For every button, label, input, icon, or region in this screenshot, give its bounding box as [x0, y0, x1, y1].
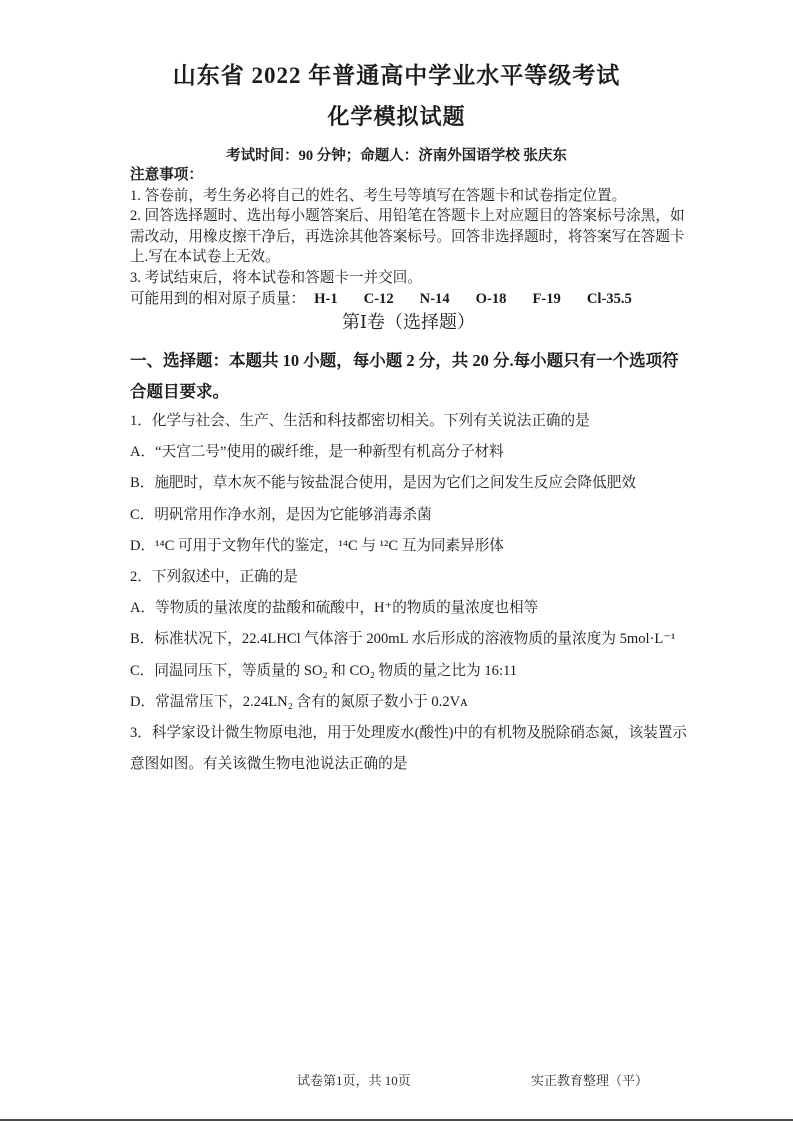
- question-1-option-a: A．“天宫二号”使用的碳纤维，是一种新型有机高分子材料: [130, 444, 504, 461]
- atomic-mass-value: C-12: [363, 290, 394, 307]
- part-title: 第Ⅰ卷（选择题）: [341, 312, 476, 332]
- question-2-stem: 2．下列叙述中，正确的是: [130, 569, 298, 586]
- question-3-stem-line-1: 3．科学家设计微生物原电池，用于处理废水(酸性)中的有机物及脱除硝态氮，该装置示: [130, 725, 687, 742]
- page-bottom-rule: [0, 1119, 793, 1121]
- notice-section: [130, 165, 692, 309]
- section-instruction-line-2: 合题目要求。: [130, 382, 229, 401]
- atomic-mass-value: O-18: [475, 290, 507, 307]
- notice-line-3: 需改动，用橡皮擦干净后，再选涂其他答案标号。回答非选择题时，将答案写在答题卡: [130, 228, 685, 245]
- atomic-mass-value: F-19: [532, 290, 561, 307]
- question-1-option-d: D．¹⁴C 可用于文物年代的鉴定，¹⁴C 与 ¹²C 互为同素异形体: [130, 537, 504, 554]
- question-2-option-b: B．标准状况下，22.4LHCl 气体溶于 200mL 水后形成的溶液物质的量浓度为 5mol·L⁻¹: [130, 631, 676, 648]
- atomic-mass-label: 可能用到的相对原子质量：: [130, 290, 306, 307]
- question-2-option-d: D．常温常压下，2.24LN₂ 含有的氮原子数小于 0.2Vᴀ: [130, 693, 468, 710]
- exam-meta: 考试时间：90 分钟；命题人：济南外国语学校 张庆东: [226, 148, 567, 164]
- question-1-option-b: B．施肥时，草木灰不能与铵盐混合使用，是因为它们之间发生反应会降低肥效: [130, 475, 636, 492]
- footer-source: 实正教育整理（平）: [531, 1073, 649, 1088]
- notice-line-2: 2. 回答选择题时、选出每小题答案后、用铅笔在答题卡上对应题目的答案标号涂黑，如: [130, 208, 685, 225]
- exam-title: 山东省 2022 年普通高中学业水平等级考试: [172, 63, 621, 88]
- section-instruction: [130, 345, 692, 407]
- question-2-option-a: A．等物质的量浓度的盐酸和硫酸中，H⁺的物质的量浓度也相等: [130, 600, 539, 617]
- notice-line-5: 3. 考试结束后，将本试卷和答题卡一并交回。: [130, 269, 422, 286]
- questions-block: [130, 406, 700, 780]
- question-2-option-c: C．同温同压下，等质量的 SO₂ 和 CO₂ 物质的量之比为 16:11: [130, 662, 518, 679]
- atomic-mass-line: [130, 289, 692, 310]
- atomic-mass-value: Cl-35.5: [586, 290, 632, 307]
- notice-line-1: 1. 答卷前，考生务必将自己的姓名、考生号等填写在答题卡和试卷指定位置。: [130, 187, 627, 204]
- question-1-stem: 1．化学与社会、生产、生活和科技都密切相关。下列有关说法正确的是: [130, 413, 590, 429]
- notice-line-4: 上.写在本试卷上无效。: [130, 249, 280, 266]
- notice-heading: 注意事项：: [130, 167, 203, 183]
- question-1-option-c: C．明矾常用作净水剂，是因为它能够消毒杀菌: [130, 506, 432, 523]
- atomic-mass-value: H-1: [314, 290, 338, 307]
- atomic-mass-value: N-14: [419, 290, 450, 307]
- exam-subtitle: 化学模拟试题: [327, 104, 466, 129]
- footer-page-number: 试卷第1页，共 10页: [297, 1073, 411, 1088]
- question-3-stem-line-2: 意图如图。有关该微生物电池说法正确的是: [130, 756, 408, 773]
- section-instruction-line-1: 一、选择题：本题共 10 小题，每小题 2 分，共 20 分.每小题只有一个选项符: [130, 351, 679, 370]
